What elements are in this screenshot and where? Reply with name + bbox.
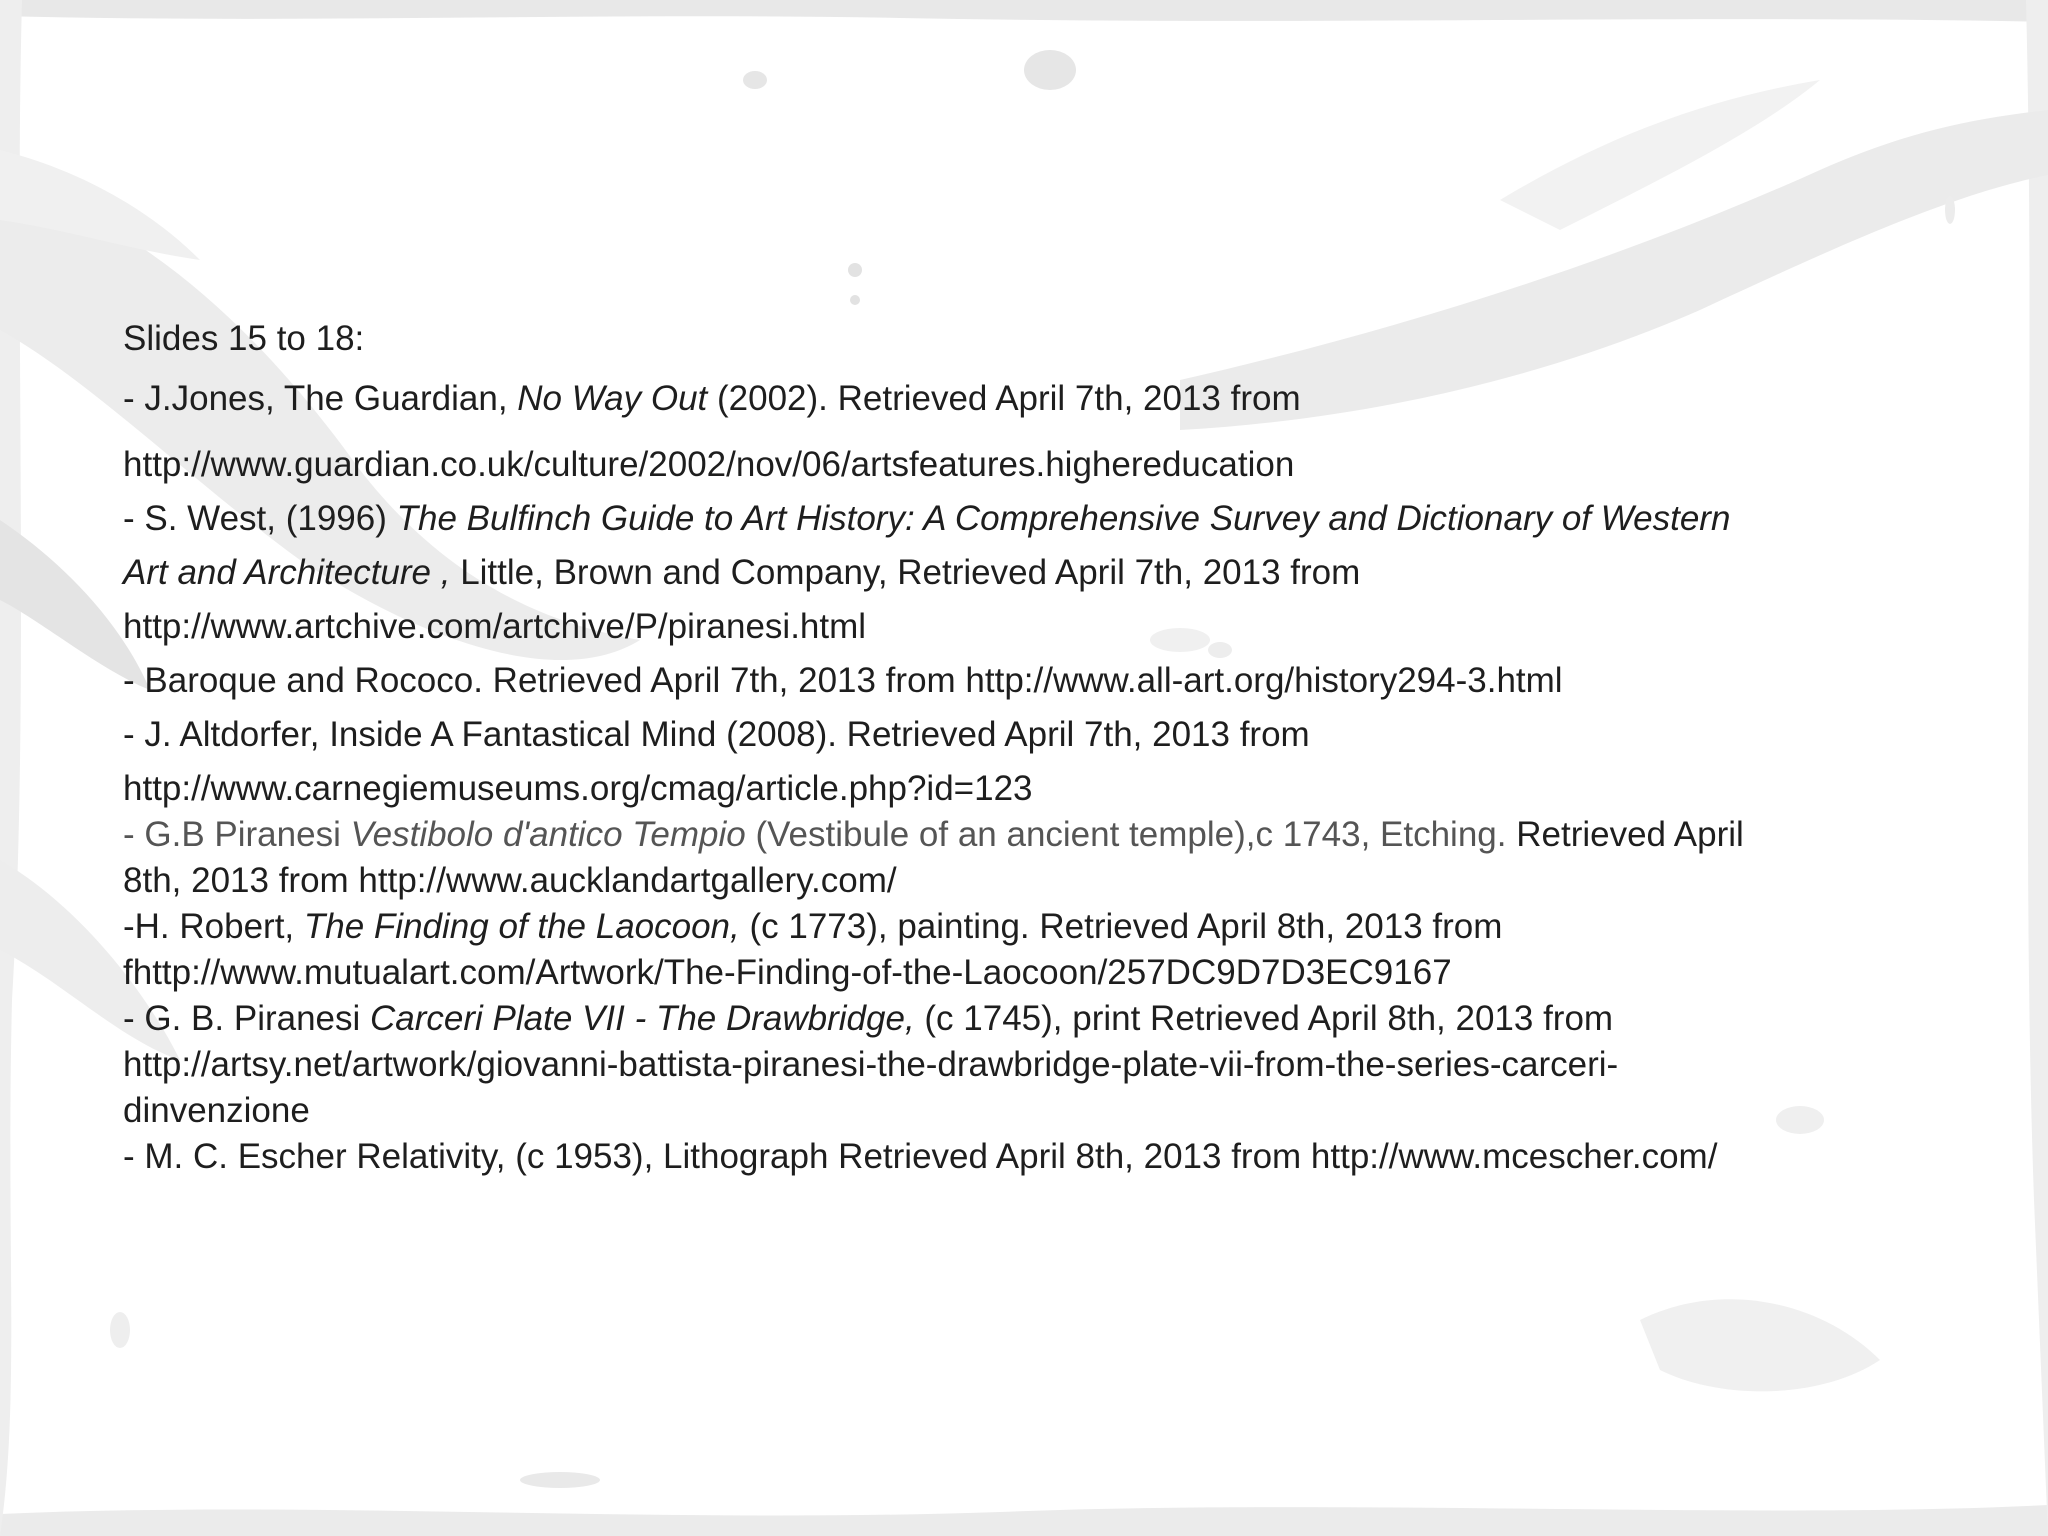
reference-2-title: The Bulfinch Guide to Art History: A Comprehensive Survey and Dictionary of Western <box>396 499 1731 538</box>
reference-7 <box>123 996 1923 1042</box>
reference-3: - Baroque and Rococo. Retrieved April 7th, 2013 from http://www.all-art.org/history294-3.html <box>123 661 1563 700</box>
reference-1-author: - J.Jones, The Guardian, <box>123 379 518 418</box>
reference-2-title-cont: Art and Architecture , <box>123 553 451 592</box>
reference-1 <box>123 376 1923 422</box>
reference-4: - J. Altdorfer, Inside A Fantastical Mind (2008). Retrieved April 7th, 2013 from <box>123 715 1310 754</box>
reference-7-url[interactable]: http://artsy.net/artwork/giovanni-battista-piranesi-the-drawbridge-plate-vii-from-the-series-carceri- <box>123 1045 1619 1084</box>
reference-5-retrieved: Retrieved April <box>1506 815 1744 854</box>
reference-2-publisher: Little, Brown and Company, Retrieved April 7th, 2013 from <box>450 553 1361 592</box>
reference-6-title: The Finding of the Laocoon, <box>303 907 740 946</box>
reference-8: - M. C. Escher Relativity, (c 1953), Lithograph Retrieved April 8th, 2013 from http://www.mcescher.com/ <box>123 1137 1718 1176</box>
references-heading: Slides 15 to 18: <box>123 319 365 358</box>
reference-1-url[interactable]: http://www.guardian.co.uk/culture/2002/nov/06/artsfeatures.highereducation <box>123 445 1295 484</box>
reference-1-title: No Way Out <box>517 379 708 418</box>
reference-2-url[interactable]: http://www.artchive.com/artchive/P/piranesi.html <box>123 607 867 646</box>
reference-5-title: Vestibolo d'antico Tempio <box>350 815 746 854</box>
reference-6-retrieved: (c 1773), painting. Retrieved April 8th, 2013 from <box>739 907 1503 946</box>
reference-7-retrieved: (c 1745), print Retrieved April 8th, 2013 from <box>914 999 1614 1038</box>
reference-6 <box>123 904 1923 950</box>
reference-1-retrieved: (2002). Retrieved April 7th, 2013 from <box>707 379 1301 418</box>
references-list <box>123 316 1923 1180</box>
reference-6-url[interactable]: fhttp://www.mutualart.com/Artwork/The-Finding-of-the-Laocoon/257DC9D7D3EC9167 <box>123 953 1452 992</box>
reference-5-author: - G.B Piranesi <box>123 815 351 854</box>
reference-2-author: - S. West, (1996) <box>123 499 397 538</box>
reference-4-url[interactable]: http://www.carnegiemuseums.org/cmag/article.php?id=123 <box>123 769 1033 808</box>
reference-5 <box>123 812 1923 858</box>
reference-2 <box>123 496 1923 542</box>
reference-5-description: (Vestibule of an ancient temple),c 1743, Etching. <box>745 815 1507 854</box>
reference-7-title: Carceri Plate VII - The Drawbridge, <box>370 999 915 1038</box>
reference-5-line2[interactable]: 8th, 2013 from http://www.aucklandartgallery.com/ <box>123 861 897 900</box>
reference-7-url-cont[interactable]: dinvenzione <box>123 1091 310 1130</box>
reference-6-author: -H. Robert, <box>123 907 304 946</box>
reference-7-author: - G. B. Piranesi <box>123 999 371 1038</box>
reference-2-line2 <box>123 550 1923 596</box>
